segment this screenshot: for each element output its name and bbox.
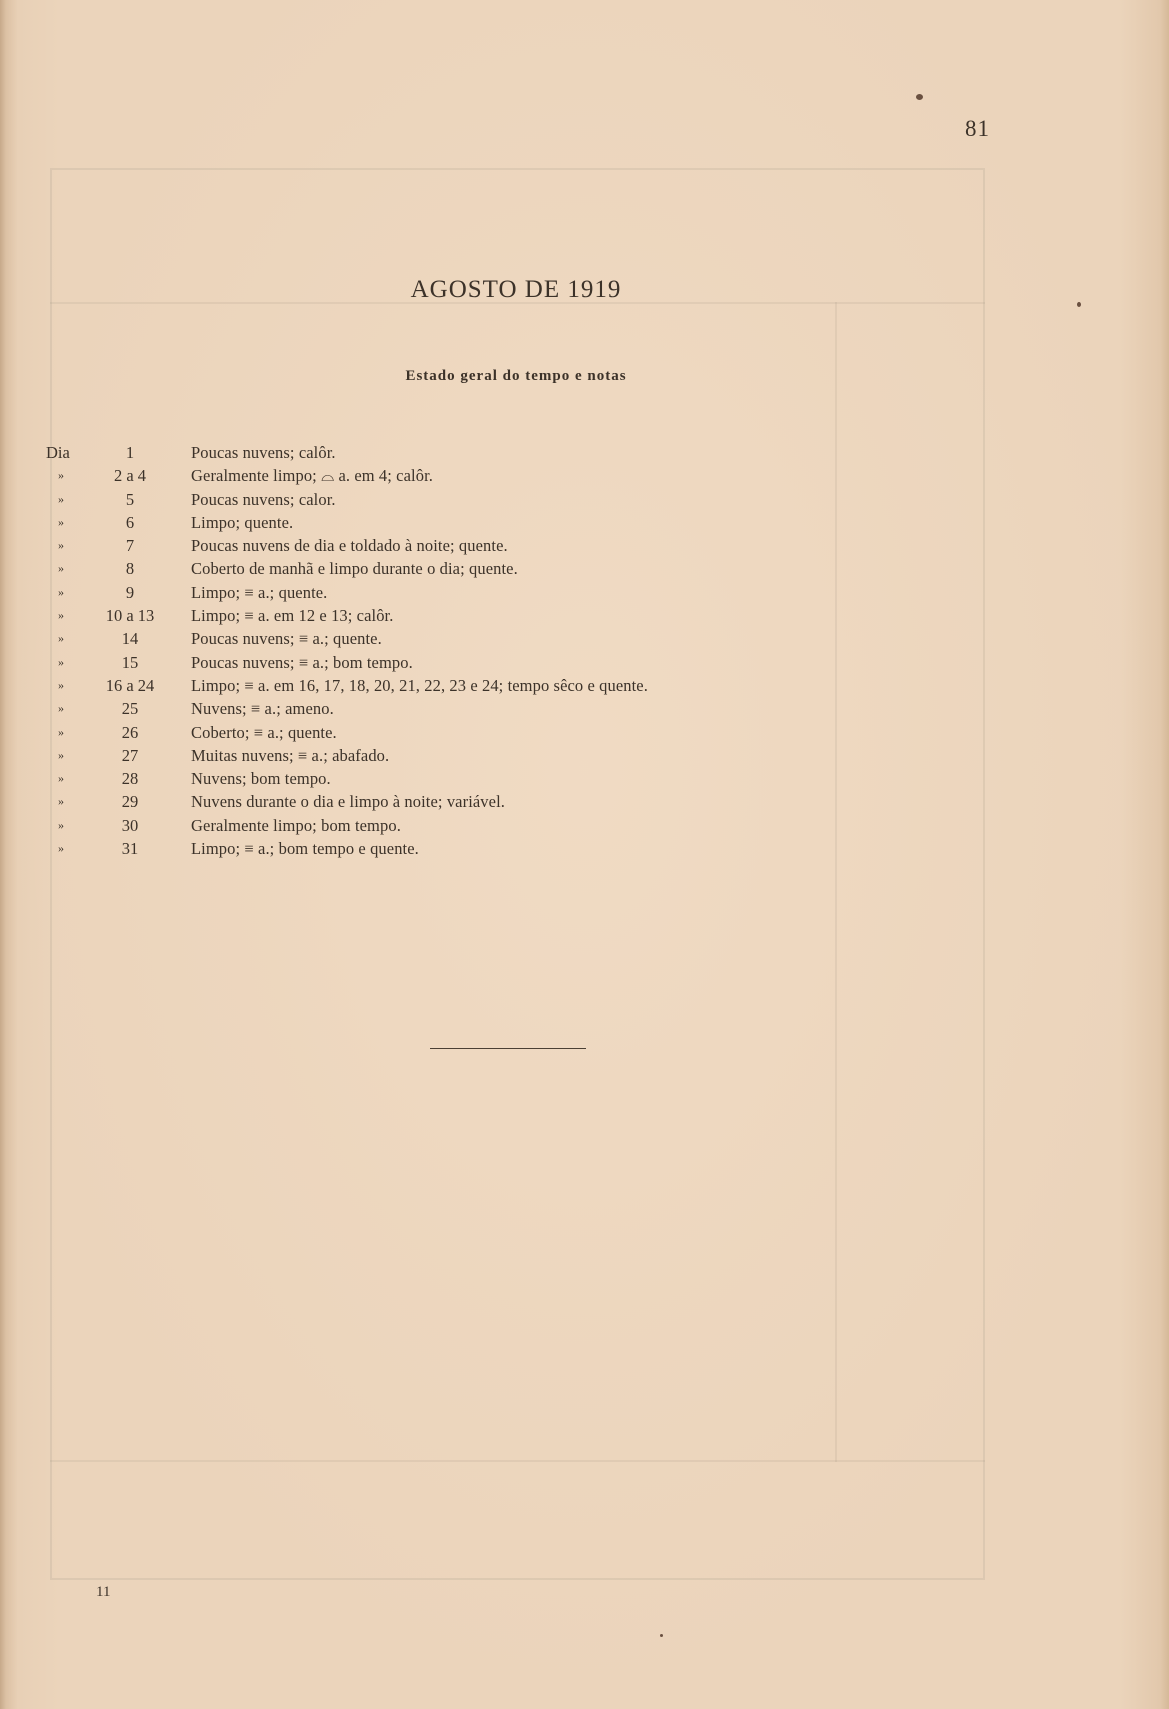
weather-note: Nuvens; bom tempo. xyxy=(191,769,331,789)
ditto-mark: » xyxy=(58,514,64,529)
section-subtitle: Estado geral do tempo e notas xyxy=(405,368,627,384)
show-through-rule xyxy=(50,1460,985,1462)
ditto-mark: » xyxy=(58,817,64,832)
day-number: 8 xyxy=(125,559,135,579)
day-number: 28 xyxy=(121,769,139,789)
ink-speck xyxy=(660,1634,663,1637)
ditto-mark: » xyxy=(58,584,64,599)
ditto-mark: » xyxy=(58,701,64,716)
day-number: 30 xyxy=(121,815,139,835)
ditto-mark: » xyxy=(58,677,64,692)
weather-note: Geralmente limpo; bom tempo. xyxy=(191,815,401,835)
weather-entry xyxy=(0,511,1169,534)
signature-number: 11 xyxy=(96,1584,111,1600)
day-number: 5 xyxy=(125,489,135,509)
day-number: 31 xyxy=(121,839,139,859)
weather-note: Nuvens; ≡ a.; ameno. xyxy=(191,699,334,719)
weather-entry xyxy=(0,581,1169,604)
weather-entry xyxy=(0,814,1169,837)
weather-note: Poucas nuvens de dia e toldado à noite; quente. xyxy=(191,536,508,556)
weather-note: Limpo; quente. xyxy=(191,512,294,532)
ink-speck xyxy=(1077,302,1081,307)
weather-entries-list xyxy=(0,441,1169,860)
weather-entry xyxy=(0,837,1169,860)
weather-entry xyxy=(0,697,1169,720)
weather-note: Coberto de manhã e limpo durante o dia; quente. xyxy=(191,559,518,579)
weather-entry xyxy=(0,534,1169,557)
day-number: 9 xyxy=(125,582,135,602)
ink-speck xyxy=(916,94,923,100)
weather-entry xyxy=(0,604,1169,627)
weather-note: Poucas nuvens; ≡ a.; quente. xyxy=(191,629,382,649)
weather-note: Limpo; ≡ a.; quente. xyxy=(191,582,328,602)
day-number: 6 xyxy=(125,512,135,532)
weather-entry xyxy=(0,790,1169,813)
weather-entry xyxy=(0,627,1169,650)
page-number: 81 xyxy=(965,116,990,141)
day-number: 25 xyxy=(121,699,139,719)
ditto-mark: » xyxy=(58,561,64,576)
day-number: 15 xyxy=(121,652,139,672)
section-divider xyxy=(430,1048,586,1049)
ditto-mark: » xyxy=(58,538,64,553)
day-number: 16 a 24 xyxy=(105,675,155,695)
weather-entry xyxy=(0,767,1169,790)
page-title: AGOSTO DE 1919 xyxy=(410,276,622,303)
weather-entry xyxy=(0,441,1169,464)
ditto-mark: » xyxy=(58,794,64,809)
day-number: 27 xyxy=(121,745,139,765)
day-number: 1 xyxy=(125,443,135,462)
weather-note: Poucas nuvens; calôr. xyxy=(191,443,336,462)
ditto-mark: » xyxy=(58,631,64,646)
weather-note: Poucas nuvens; calor. xyxy=(191,489,336,509)
ditto-mark: » xyxy=(58,608,64,623)
ditto-mark: » xyxy=(58,841,64,856)
day-label: Dia xyxy=(46,443,70,462)
ditto-mark: » xyxy=(58,724,64,739)
weather-note: Limpo; ≡ a. em 12 e 13; calôr. xyxy=(191,606,394,626)
weather-entry xyxy=(0,557,1169,580)
weather-entry xyxy=(0,721,1169,744)
weather-note: Coberto; ≡ a.; quente. xyxy=(191,722,337,742)
ditto-mark: » xyxy=(58,491,64,506)
ditto-mark: » xyxy=(58,747,64,762)
weather-note: Geralmente limpo; ⌓ a. em 4; calôr. xyxy=(191,466,433,486)
ditto-mark: » xyxy=(58,654,64,669)
ditto-mark: » xyxy=(58,771,64,786)
weather-note: Muitas nuvens; ≡ a.; abafado. xyxy=(191,745,390,765)
day-number: 26 xyxy=(121,722,139,742)
day-number: 29 xyxy=(121,792,139,812)
weather-note: Limpo; ≡ a.; bom tempo e quente. xyxy=(191,839,419,859)
day-number: 7 xyxy=(125,536,135,556)
day-number: 14 xyxy=(121,629,139,649)
weather-entry xyxy=(0,674,1169,697)
weather-note: Nuvens durante o dia e limpo à noite; variável. xyxy=(191,792,505,812)
weather-entry xyxy=(0,744,1169,767)
weather-entry xyxy=(0,488,1169,511)
weather-note: Limpo; ≡ a. em 16, 17, 18, 20, 21, 22, 23 e 24; tempo sêco e quente. xyxy=(191,675,648,695)
day-number: 2 a 4 xyxy=(113,466,147,486)
weather-entry xyxy=(0,651,1169,674)
day-number: 10 a 13 xyxy=(105,606,155,626)
weather-entry xyxy=(0,464,1169,487)
ditto-mark: » xyxy=(58,468,64,483)
weather-note: Poucas nuvens; ≡ a.; bom tempo. xyxy=(191,652,413,672)
